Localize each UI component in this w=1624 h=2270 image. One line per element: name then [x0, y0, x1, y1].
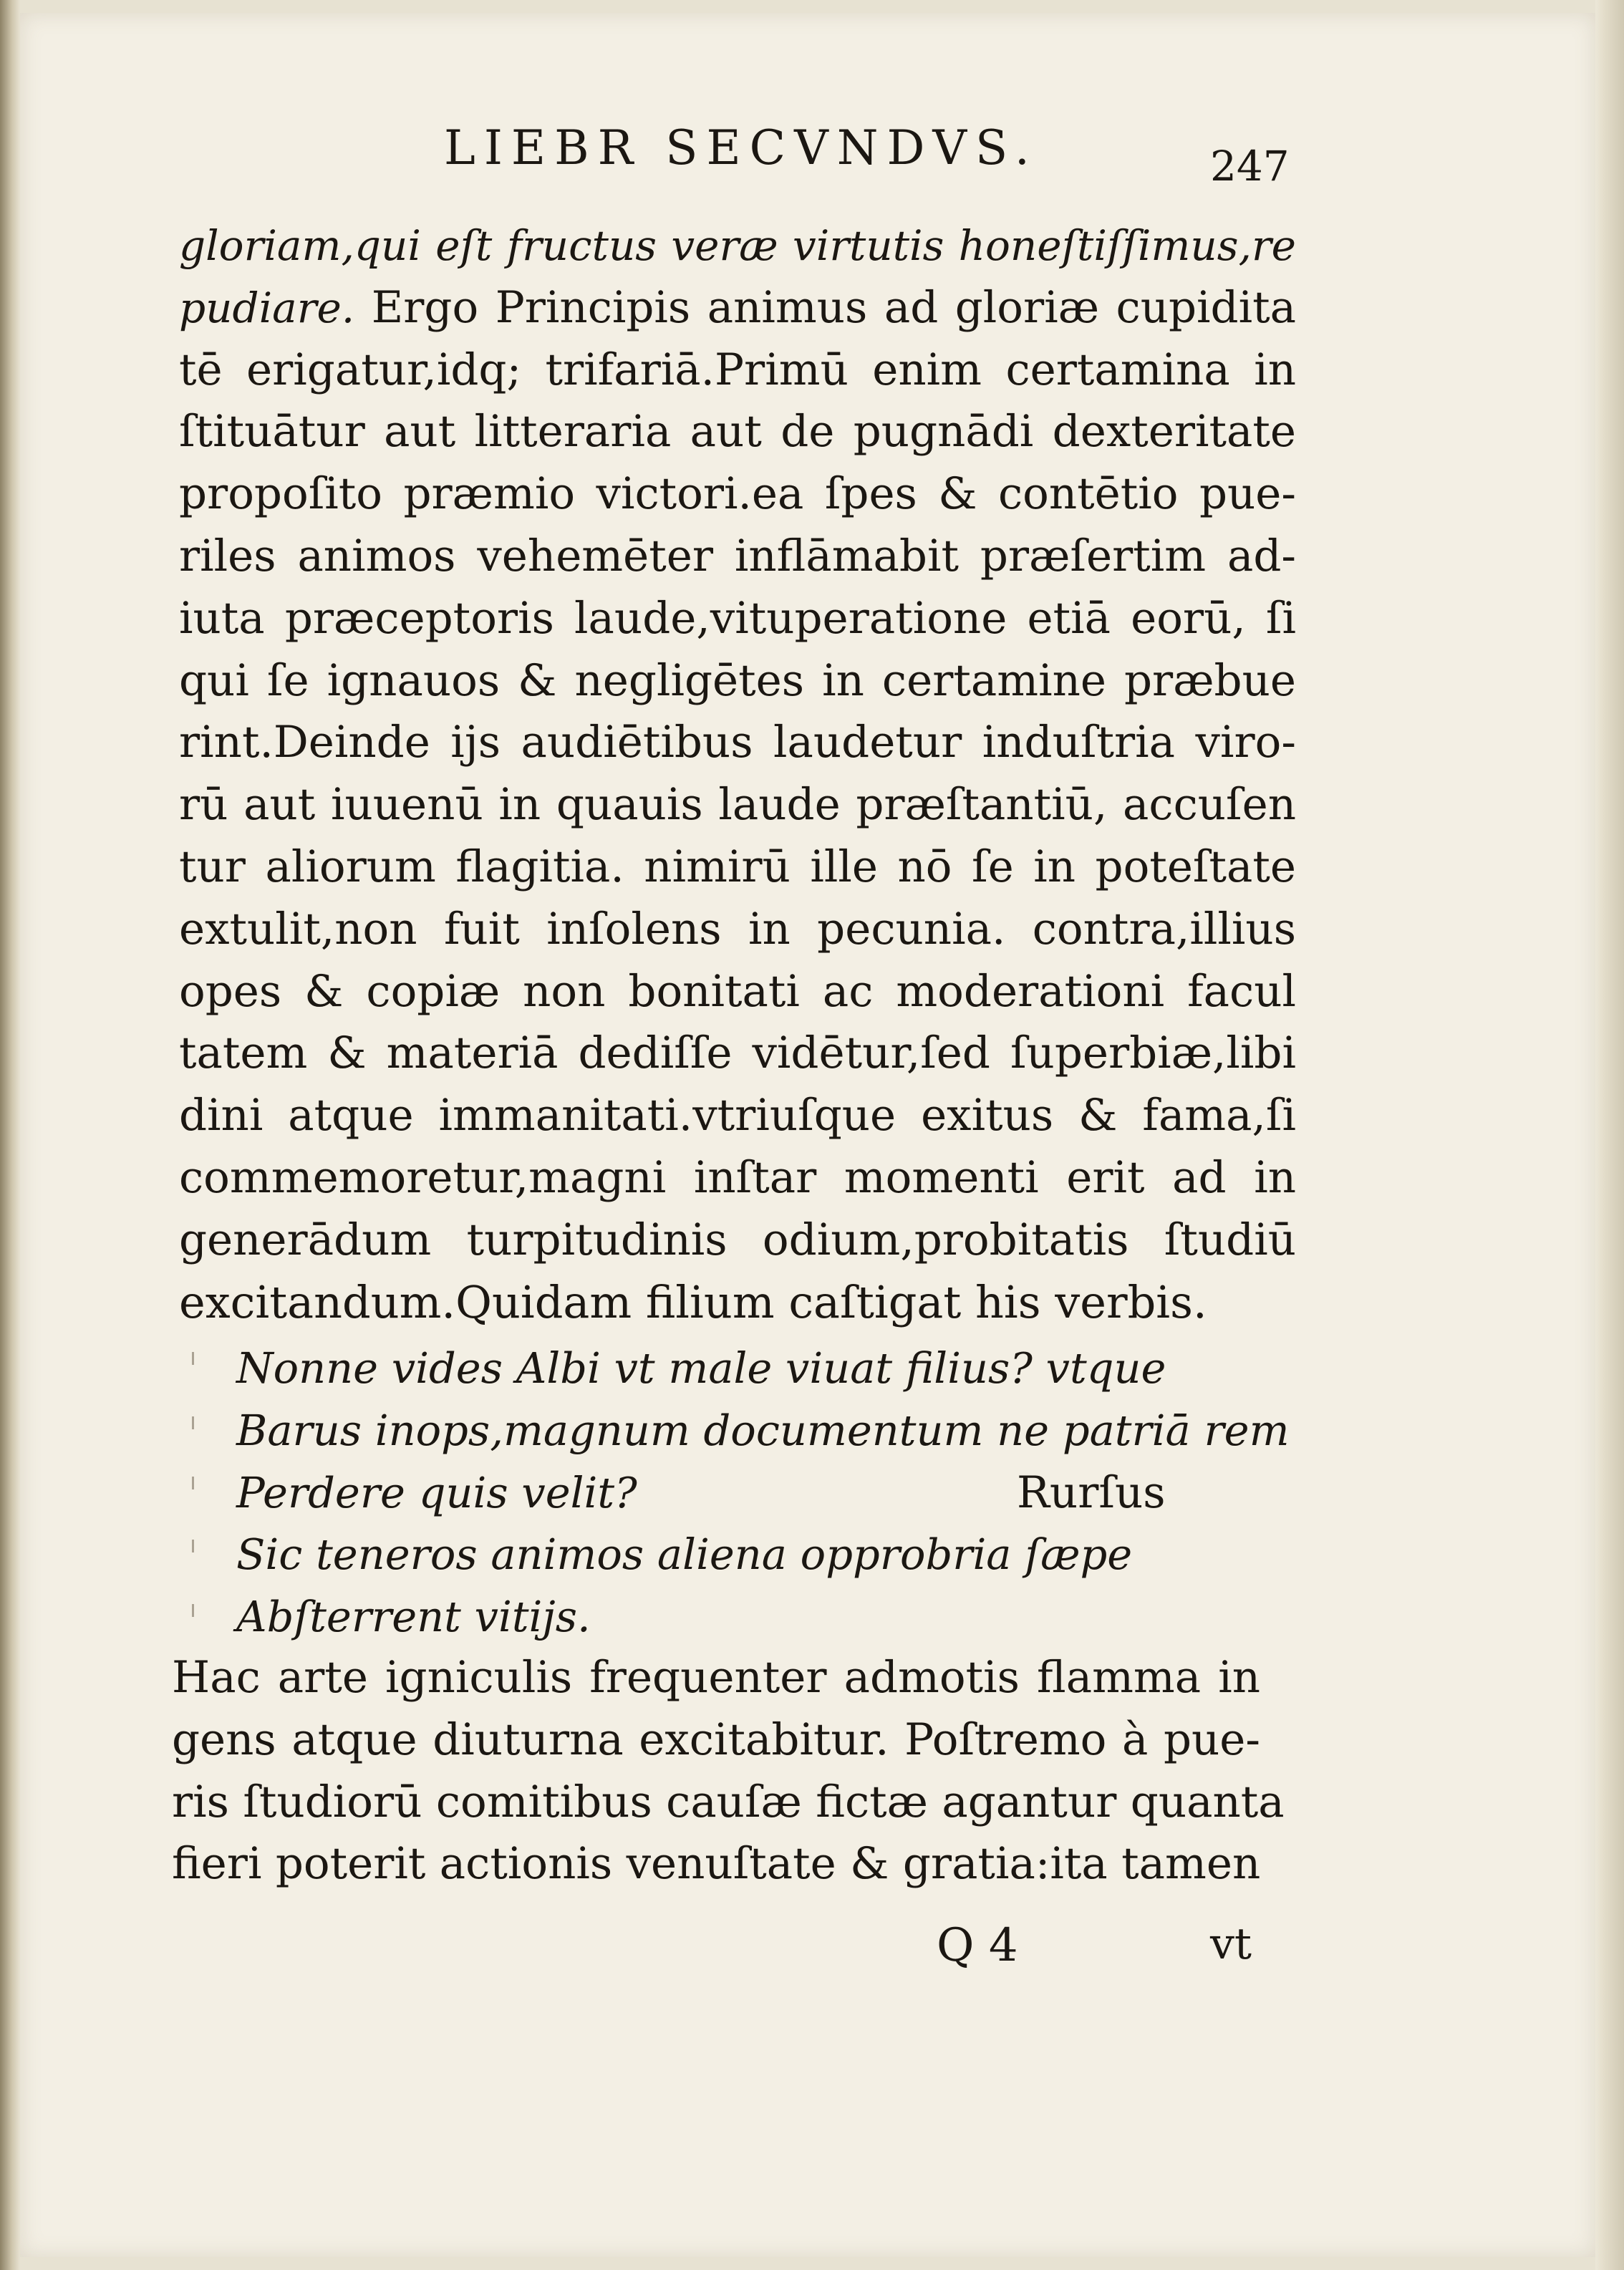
text-line: propoſito præmio victori.ea ſpes & contētio pue- [179, 468, 1296, 520]
text-line: generādum turpitudinis odium,probitatis ſtudiū [179, 1214, 1296, 1265]
text-line: ſtituātur aut litteraria aut de pugnādi dexteritate [179, 406, 1296, 458]
verse-line: Perdere quis velit? Rurſus [236, 1462, 1290, 1525]
text-line: iuta præceptoris laude,vituperatione etiā eorū, ſi [179, 592, 1296, 644]
text-line: extulit,non fuit inſolens in pecunia. contra,illius [179, 903, 1296, 955]
catchword: vt [1210, 1919, 1252, 1969]
closing-paragraph [172, 1647, 1285, 1895]
text-line: riles animos vehemēter inflāmabit præſertim ad- [179, 530, 1296, 581]
verse-line: Sic teneros animos aliena opprobria ſæpe [236, 1530, 1133, 1580]
verse-line: Barus inops,magnum documentum ne patriā rem [236, 1405, 1290, 1455]
verse-quotation [236, 1338, 1290, 1648]
text-line: commemoretur,magni inſtar momenti erit ad in [179, 1151, 1296, 1203]
text-line: tatem & materiā dediſſe vidētur,ſed ſuperbiæ,libi [179, 1028, 1296, 1079]
signature-mark: Q 4 [937, 1919, 1018, 1972]
text-line: rū aut iuuenū in quauis laude præſtantiū, accuſen [179, 779, 1296, 831]
text-line: Hac arte igniculis frequenter admotis flamma in [172, 1652, 1260, 1703]
text-line: tē erigatur,idq; trifariā.Primū enim certamina in [179, 344, 1296, 395]
margin-speck [192, 1477, 200, 1489]
text-line: ris ſtudiorū comitibus cauſæ fictæ agantur quanta [172, 1776, 1285, 1827]
verse-line: Nonne vides Albi vt male viuat filius? vtque [236, 1343, 1166, 1393]
body-paragraph [179, 215, 1296, 1333]
running-title: LIEBR SECVNDVS. [444, 120, 1038, 175]
text-line: dini atque immanitati.vtriuſque exitus & fama,ſi [179, 1090, 1296, 1141]
text-line: gens atque diuturna excitabitur. Poſtremo à pue- [172, 1714, 1260, 1765]
text-line: fieri poterit actionis venuſtate & gratia:ita tamen [172, 1838, 1261, 1890]
margin-speck [192, 1540, 200, 1552]
text-line: excitandum.Quidam filium caſtigat his verbis. [179, 1275, 1207, 1328]
verse-line: Abſterrent vitijs. [236, 1592, 591, 1642]
text-line: opes & copiæ non bonitati ac moderationi facul [179, 965, 1296, 1017]
text-line: qui ſe ignauos & negligētes in certamine præbue [179, 655, 1296, 706]
text-line: gloriam,qui eſt fructus veræ virtutis honeſtiſſimus,re [179, 221, 1296, 270]
text-line: tur aliorum flagitia. nimirū ille nō ſe in poteſtate [179, 841, 1296, 892]
page-number: 247 [1210, 142, 1290, 190]
margin-speck [192, 1416, 200, 1429]
margin-speck [192, 1352, 200, 1365]
margin-speck [192, 1604, 200, 1617]
verse-aside-rursus: Rurſus [1017, 1467, 1166, 1518]
text-line: pudiare. Ergo Principis animus ad gloriæ cupidita [179, 281, 1296, 333]
text-line: rint.Deinde ijs audiētibus laudetur induſtria viro- [179, 717, 1296, 768]
